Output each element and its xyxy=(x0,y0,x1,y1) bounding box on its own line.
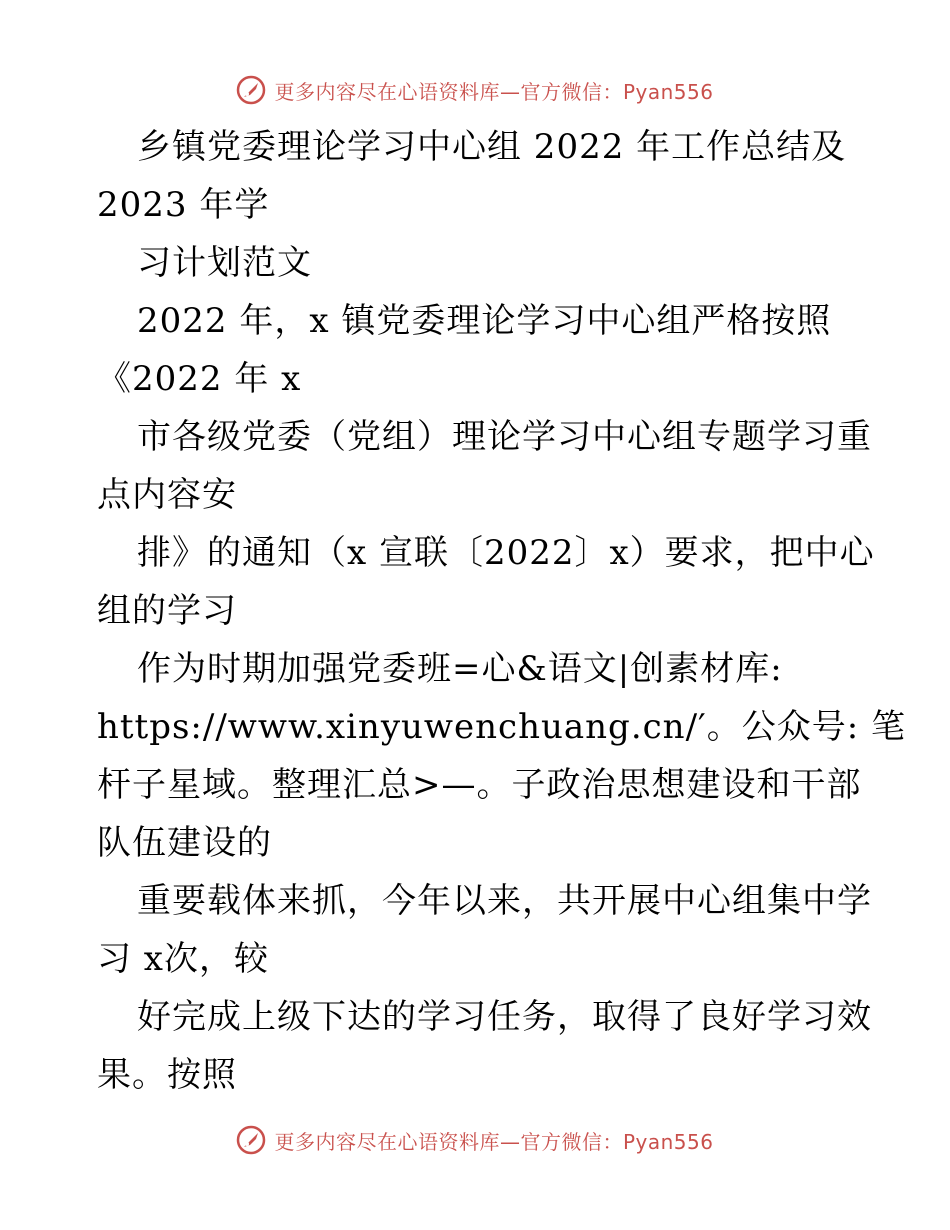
text-line: https://www.xinyuwenchuang.cn/′。公众号: 笔 xyxy=(97,707,907,747)
text-line: 排》的通知（x 宣联〔2022〕x）要求，把中心 xyxy=(137,533,875,573)
quill-seal-icon xyxy=(236,1125,266,1155)
text-line: 乡镇党委理论学习中心组 2022 年工作总结及 xyxy=(137,127,847,167)
text-line: 点内容安 xyxy=(97,475,237,515)
text-line: 队伍建设的 xyxy=(97,823,272,863)
text-line: 习 x次，较 xyxy=(97,939,269,979)
footer-banner-text: 更多内容尽在心语资料库—官方微信：Pyan556 xyxy=(274,1129,714,1154)
text-line: 重要载体来抓，今年以来，共开展中心组集中学 xyxy=(137,881,872,921)
text-line: 习计划范文 xyxy=(137,243,312,283)
text-line: 组的学习 xyxy=(97,591,237,631)
text-line: 2023 年学 xyxy=(97,185,270,225)
text-line: 市各级党委（党组）理论学习中心组专题学习重 xyxy=(137,417,872,457)
text-line: 杆子星域。整理汇总>—。子政治思想建设和干部 xyxy=(97,765,862,805)
text-line: 2022 年，x 镇党委理论学习中心组严格按照 xyxy=(137,301,832,341)
footer-banner xyxy=(0,1120,950,1160)
header-banner-text: 更多内容尽在心语资料库—官方微信：Pyan556 xyxy=(274,79,714,104)
quill-seal-icon xyxy=(236,75,266,105)
text-line: 好完成上级下达的学习任务，取得了良好学习效 xyxy=(137,997,872,1037)
document-body xyxy=(97,118,907,1104)
text-line: 作为时期加强党委班=心&语文|创素材库: xyxy=(137,649,783,689)
header-banner xyxy=(0,70,950,110)
text-line: 果。按照 xyxy=(97,1055,237,1095)
text-line: 《2022 年 x xyxy=(97,359,302,399)
